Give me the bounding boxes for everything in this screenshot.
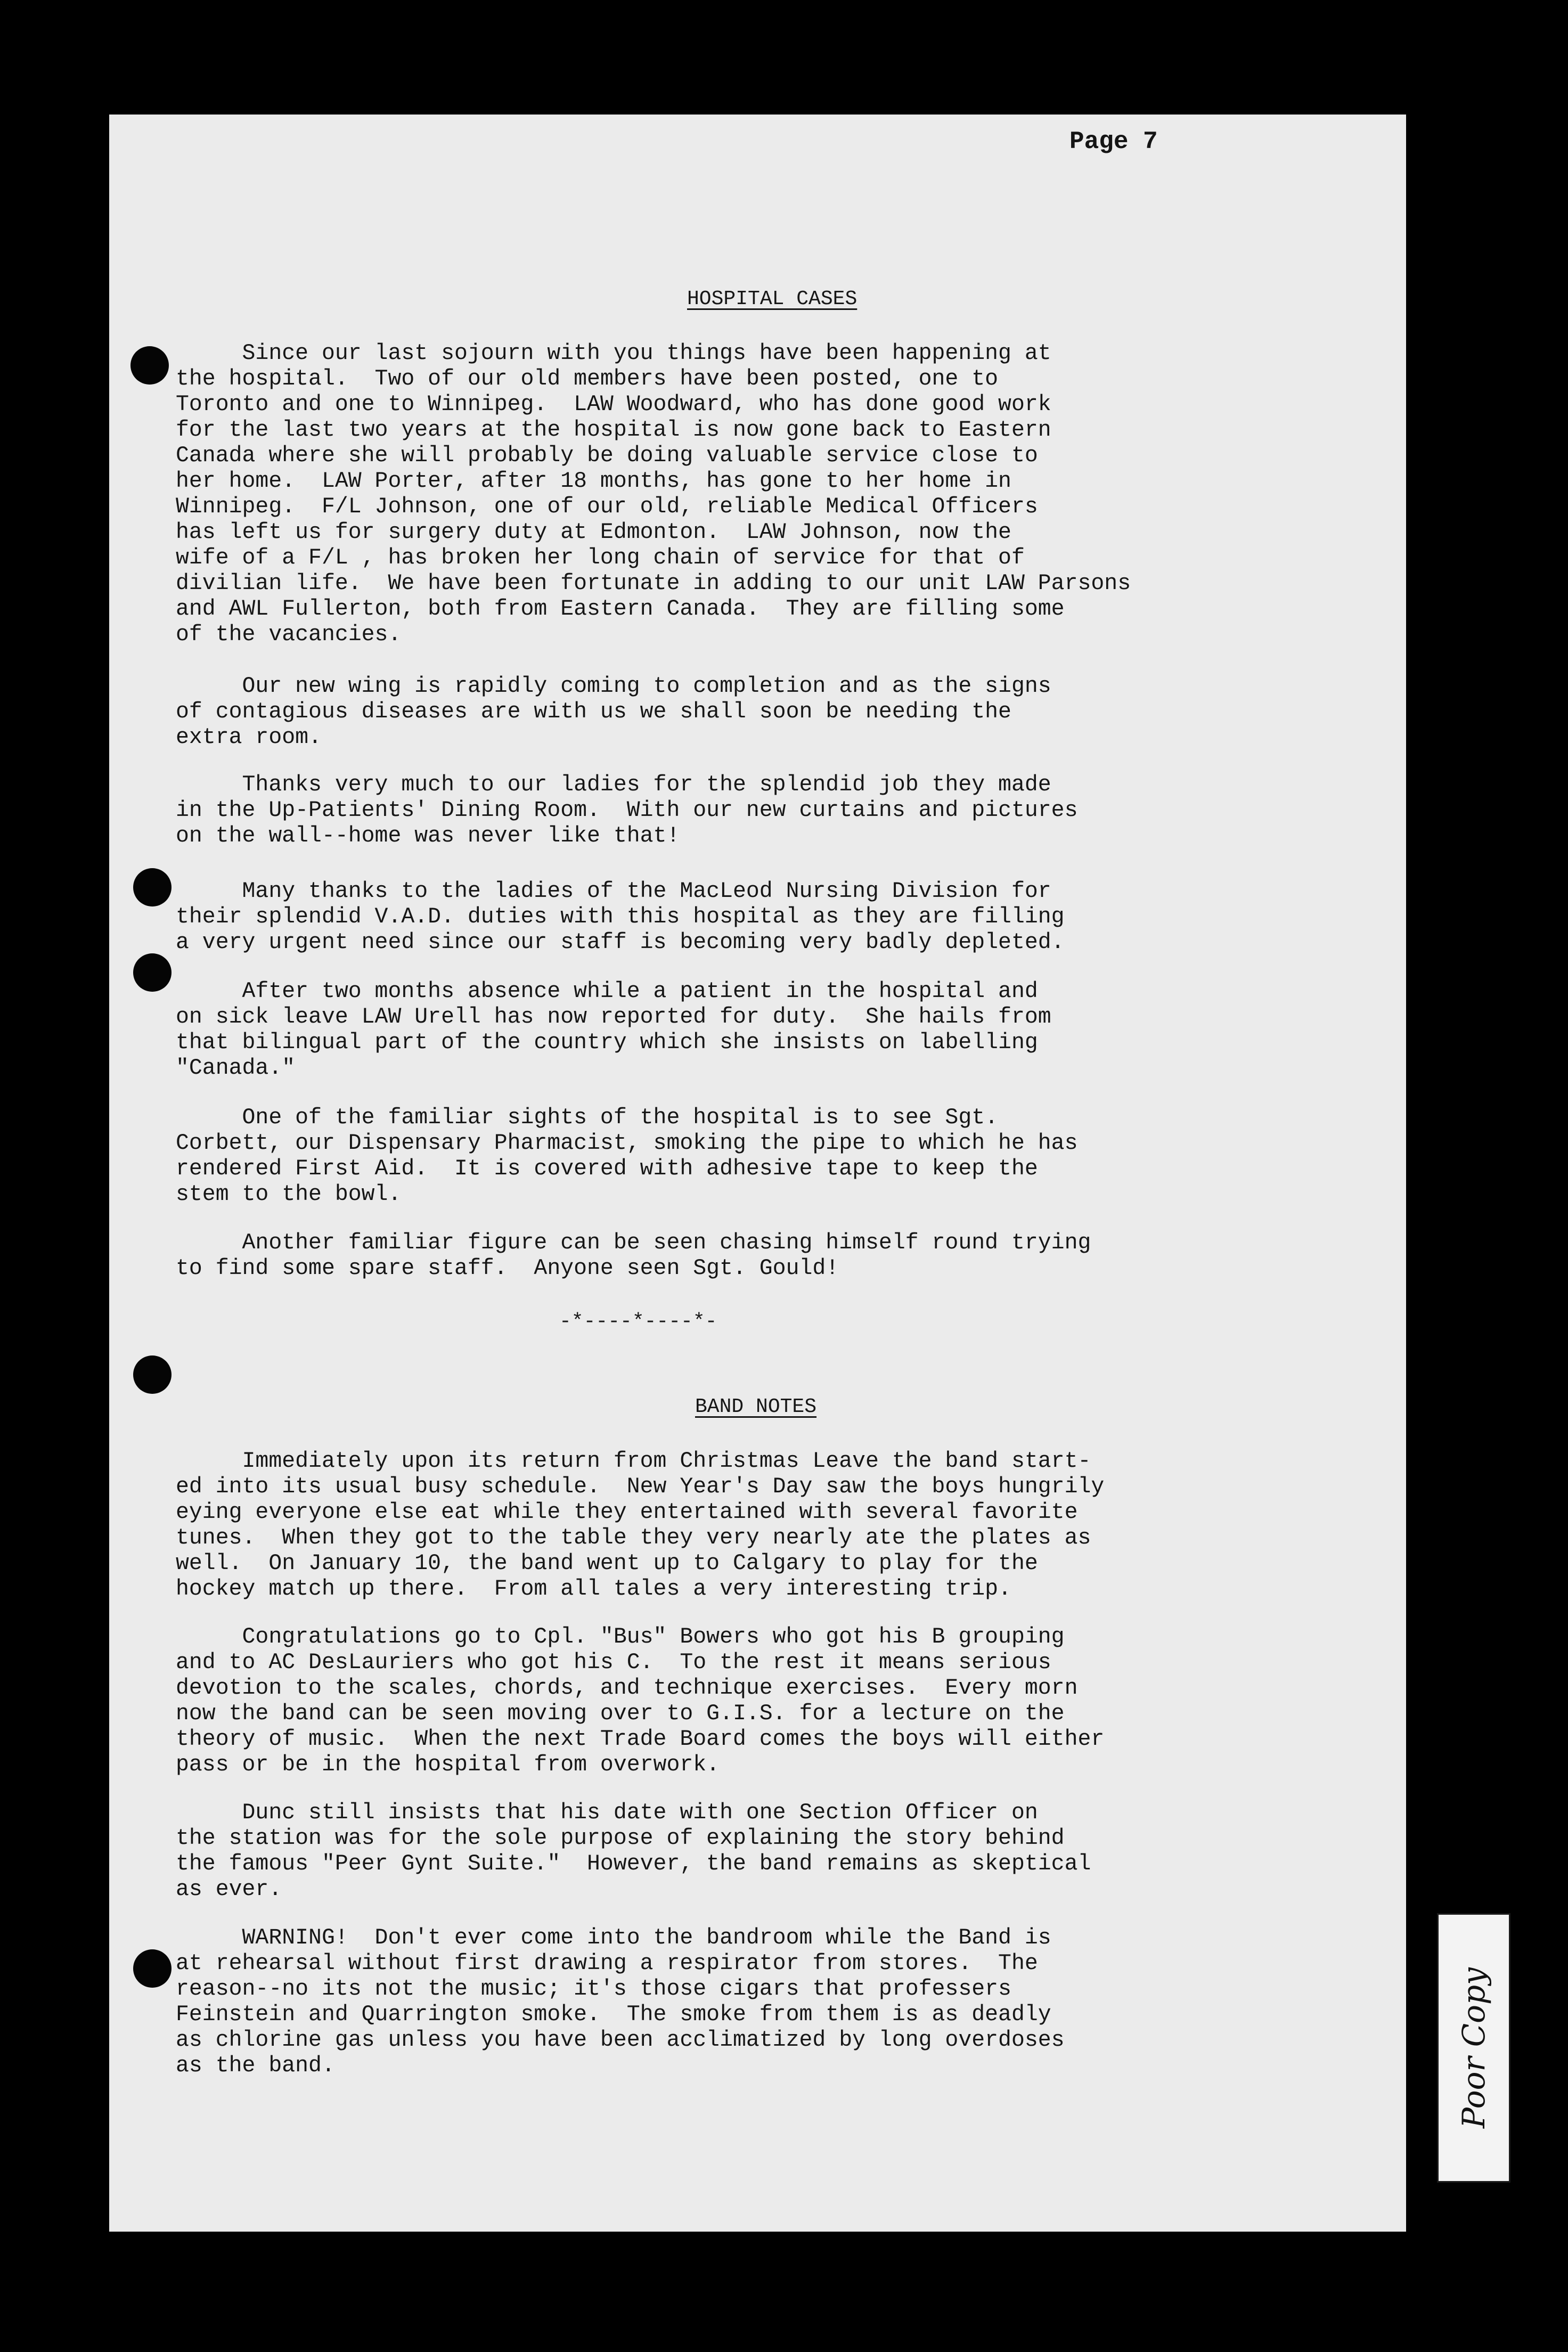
section-separator: -*----*----*- <box>559 1310 717 1333</box>
text-line: Dunc still insists that his date with one Section Officer on <box>176 1800 1038 1825</box>
text-line: her home. LAW Porter, after 18 months, has gone to her home in <box>176 469 1011 494</box>
text-line: well. On January 10, the band went up to Calgary to play for the <box>176 1551 1038 1576</box>
text-line: Congratulations go to Cpl. "Bus" Bowers who got his B grouping <box>176 1624 1065 1649</box>
hospital-paragraph <box>176 879 1305 956</box>
text-line: Immediately upon its return from Christmas Leave the band start- <box>176 1449 1091 1474</box>
text-line: for the last two years at the hospital is now gone back to Eastern <box>176 418 1051 443</box>
text-line: pass or be in the hospital from overwork. <box>176 1752 720 1777</box>
text-line: wife of a F/L , has broken her long chain of service for that of <box>176 545 1025 570</box>
text-line: and AWL Fullerton, both from Eastern Canada. They are filling some <box>176 597 1065 622</box>
hospital-paragraph <box>176 674 1305 750</box>
text-line: After two months absence while a patient in the hospital and <box>176 979 1038 1004</box>
binder-hole <box>133 1949 172 1988</box>
hospital-paragraph <box>176 1105 1305 1207</box>
text-line: Canada where she will probably be doing valuable service close to <box>176 443 1038 468</box>
poor-copy-stamp <box>1437 1913 1510 2183</box>
text-line: Toronto and one to Winnipeg. LAW Woodward, who has done good work <box>176 392 1051 417</box>
text-line: to find some spare staff. Anyone seen Sgt. Gould! <box>176 1256 839 1281</box>
band-paragraph <box>176 1449 1305 1602</box>
text-line: a very urgent need since our staff is becoming very badly depleted. <box>176 930 1065 955</box>
band-paragraph <box>176 1800 1305 1902</box>
hospital-paragraph <box>176 341 1305 648</box>
text-line: Thanks very much to our ladies for the splendid job they made <box>176 772 1051 797</box>
text-line: as chlorine gas unless you have been acclimatized by long overdoses <box>176 2028 1065 2053</box>
text-line: ed into its usual busy schedule. New Year's Day saw the boys hungrily <box>176 1474 1105 1499</box>
hospital-paragraph <box>176 772 1305 849</box>
text-line: "Canada." <box>176 1056 296 1081</box>
text-line: WARNING! Don't ever come into the bandroom while the Band is <box>176 1925 1051 1950</box>
band-section-title: BAND NOTES <box>695 1395 817 1418</box>
text-line: the station was for the sole purpose of explaining the story behind <box>176 1826 1065 1851</box>
text-line: Another familiar figure can be seen chasing himself round trying <box>176 1230 1091 1255</box>
text-line: on the wall--home was never like that! <box>176 823 680 848</box>
band-paragraph <box>176 1624 1305 1778</box>
stamp-text: Poor Copy <box>1456 1967 1492 2128</box>
text-line: extra room. <box>176 725 322 750</box>
text-line: tunes. When they got to the table they very nearly ate the plates as <box>176 1525 1091 1550</box>
text-line: Feinstein and Quarrington smoke. The smoke from them is as deadly <box>176 2002 1051 2027</box>
text-line: that bilingual part of the country which she insists on labelling <box>176 1030 1038 1055</box>
text-line: devotion to the scales, chords, and technique exercises. Every morn <box>176 1676 1078 1701</box>
text-line: has left us for surgery duty at Edmonton. LAW Johnson, now the <box>176 520 1011 545</box>
text-line: now the band can be seen moving over to G.I.S. for a lecture on the <box>176 1701 1065 1726</box>
text-line: reason--no its not the music; it's those cigars that professers <box>176 1977 1011 2002</box>
text-line: as ever. <box>176 1877 282 1902</box>
text-line: Winnipeg. F/L Johnson, one of our old, reliable Medical Officers <box>176 494 1038 519</box>
text-line: the hospital. Two of our old members have been posted, one to <box>176 366 999 391</box>
text-line: at rehearsal without first drawing a respirator from stores. The <box>176 1951 1038 1976</box>
text-line: the famous "Peer Gynt Suite." However, the band remains as skeptical <box>176 1851 1091 1876</box>
text-line: on sick leave LAW Urell has now reported for duty. She hails from <box>176 1005 1051 1030</box>
binder-hole <box>133 953 172 992</box>
text-line: of contagious diseases are with us we shall soon be needing the <box>176 699 1011 724</box>
text-line: and to AC DesLauriers who got his C. To the rest it means serious <box>176 1650 1051 1675</box>
text-line: Many thanks to the ladies of the MacLeod Nursing Division for <box>176 879 1051 904</box>
hospital-paragraph <box>176 979 1305 1081</box>
text-line: theory of music. When the next Trade Board comes the boys will either <box>176 1727 1105 1752</box>
text-line: Corbett, our Dispensary Pharmacist, smoking the pipe to which he has <box>176 1131 1078 1156</box>
page-number: Page 7 <box>1069 128 1158 156</box>
text-line: divilian life. We have been fortunate in adding to our unit LAW Parsons <box>176 571 1131 596</box>
text-line: in the Up-Patients' Dining Room. With our new curtains and pictures <box>176 798 1078 823</box>
text-line: their splendid V.A.D. duties with this hospital as they are filling <box>176 904 1065 929</box>
text-line: hockey match up there. From all tales a very interesting trip. <box>176 1577 1011 1602</box>
hospital-paragraph <box>176 1230 1305 1281</box>
text-line: Since our last sojourn with you things have been happening at <box>176 341 1051 366</box>
hospital-section-title: HOSPITAL CASES <box>687 288 858 311</box>
band-paragraph <box>176 1925 1305 2079</box>
binder-hole <box>133 868 172 907</box>
text-line: eying everyone else eat while they entertained with several favorite <box>176 1500 1078 1525</box>
text-line: One of the familiar sights of the hospital is to see Sgt. <box>176 1105 999 1130</box>
binder-hole <box>130 346 169 385</box>
binder-hole <box>133 1355 172 1394</box>
text-line: Our new wing is rapidly coming to completion and as the signs <box>176 674 1051 699</box>
text-line: of the vacancies. <box>176 622 402 647</box>
text-line: stem to the bowl. <box>176 1182 402 1207</box>
text-line: as the band. <box>176 2053 335 2078</box>
text-line: rendered First Aid. It is covered with adhesive tape to keep the <box>176 1156 1038 1181</box>
